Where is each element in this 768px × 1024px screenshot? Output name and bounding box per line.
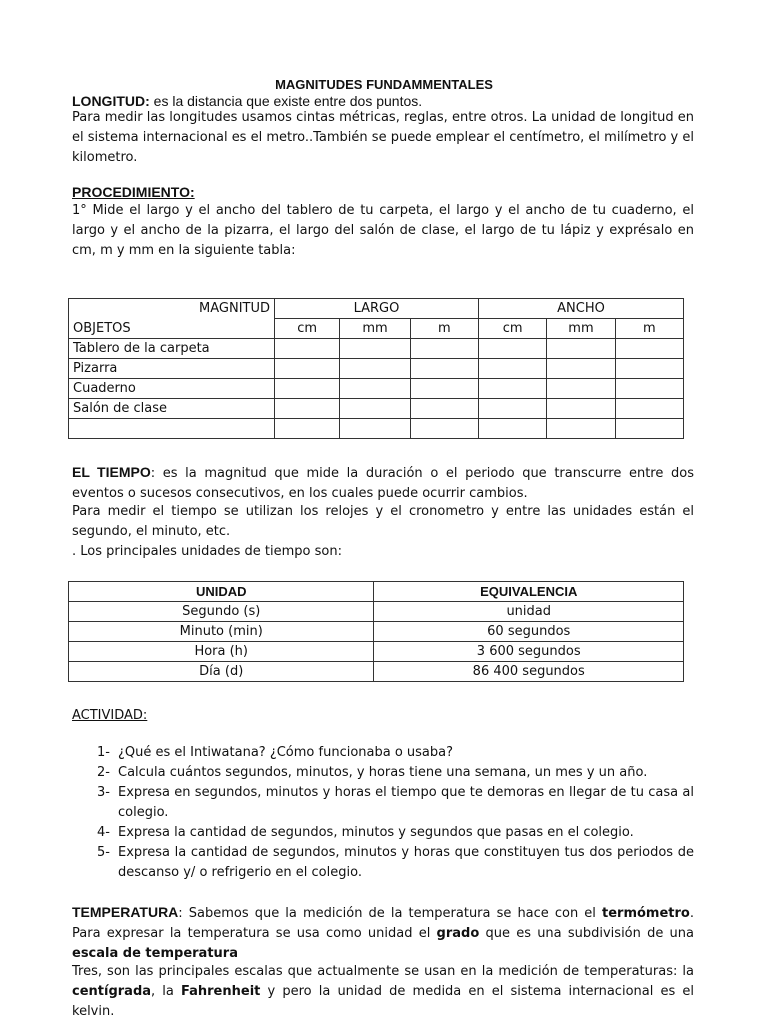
blank-cell bbox=[275, 399, 340, 419]
termometro-term: termómetro bbox=[602, 906, 690, 921]
object-cell: Tablero de la carpeta bbox=[69, 339, 275, 359]
blank-cell bbox=[275, 339, 340, 359]
equivalence-cell: 60 segundos bbox=[374, 622, 684, 642]
objetos-header: OBJETOS bbox=[69, 319, 275, 339]
centigrada-term: centígrada bbox=[72, 984, 152, 999]
magnitud-header: MAGNITUD bbox=[69, 299, 275, 319]
longitud-definition-text: es la distancia que existe entre dos puntos. bbox=[149, 93, 423, 109]
temperatura-label: TEMPERATURA bbox=[72, 904, 179, 920]
list-item-number: 2- bbox=[97, 765, 110, 780]
blank-cell bbox=[478, 419, 546, 439]
table-row bbox=[69, 339, 684, 359]
blank-cell bbox=[275, 359, 340, 379]
escalas-text: , la bbox=[151, 984, 181, 999]
blank-cell bbox=[275, 419, 340, 439]
blank-cell bbox=[615, 379, 683, 399]
tiempo-definition-text: : es la magnitud que mide la duración o el periodo que transcurre entre dos eventos o sucesos consecutivos, en los cuales puede ocurrir cambios. bbox=[72, 466, 694, 501]
unit-cell: m bbox=[410, 319, 478, 339]
blank-cell bbox=[410, 419, 478, 439]
table-row bbox=[69, 359, 684, 379]
escalas-paragraph bbox=[72, 962, 694, 1022]
equivalence-cell: unidad bbox=[374, 602, 684, 622]
equivalence-cell: 3 600 segundos bbox=[374, 642, 684, 662]
actividad-list bbox=[72, 743, 694, 883]
object-cell: Cuaderno bbox=[69, 379, 275, 399]
equivalence-cell: 86 400 segundos bbox=[374, 662, 684, 682]
temperatura-paragraph bbox=[72, 902, 694, 964]
tiempo-label: EL TIEMPO bbox=[72, 464, 151, 480]
object-cell bbox=[69, 419, 275, 439]
blank-cell bbox=[340, 359, 410, 379]
largo-header: LARGO bbox=[275, 299, 479, 319]
unit-cell: mm bbox=[547, 319, 615, 339]
escalas-text: y pero la unidad de medida en el sistema internacional es el kelvin. bbox=[72, 984, 694, 1019]
list-item-number: 3- bbox=[97, 785, 110, 800]
ancho-header: ANCHO bbox=[478, 299, 683, 319]
blank-cell bbox=[410, 339, 478, 359]
blank-cell bbox=[410, 399, 478, 419]
time-units-table bbox=[68, 581, 684, 682]
blank-cell bbox=[478, 399, 546, 419]
blank-cell bbox=[478, 379, 546, 399]
escala-term: escala de temperatura bbox=[72, 946, 238, 961]
unit-cell: m bbox=[615, 319, 683, 339]
table-row bbox=[69, 399, 684, 419]
blank-cell bbox=[478, 359, 546, 379]
blank-cell bbox=[340, 379, 410, 399]
blank-cell bbox=[410, 359, 478, 379]
temperatura-text: que es una subdivisión de una bbox=[479, 926, 694, 941]
equivalencia-header: EQUIVALENCIA bbox=[374, 582, 684, 602]
list-item-text: Expresa la cantidad de segundos, minutos y segundos que pasas en el colegio. bbox=[118, 825, 634, 840]
grado-term: grado bbox=[436, 926, 480, 941]
unit-cell: cm bbox=[478, 319, 546, 339]
procedimiento-text: 1° Mide el largo y el ancho del tablero de tu carpeta, el largo y el ancho de tu cuaderno, el largo y el ancho de la pizarra, el largo del salón de clase, el largo de tu lápiz y exprésalo en cm, m y mm en la siguiente tabla: bbox=[72, 203, 694, 258]
table-row bbox=[69, 319, 684, 339]
blank-cell bbox=[615, 419, 683, 439]
table-row bbox=[69, 602, 684, 622]
blank-cell bbox=[615, 339, 683, 359]
table-row bbox=[69, 642, 684, 662]
blank-cell bbox=[615, 399, 683, 419]
blank-cell bbox=[340, 339, 410, 359]
unit-cell: Hora (h) bbox=[69, 642, 374, 662]
escalas-text: Tres, son las principales escalas que actualmente se usan en la medición de temperaturas: la bbox=[72, 964, 694, 979]
longitud-label: LONGITUD: bbox=[72, 93, 150, 109]
blank-cell bbox=[547, 379, 615, 399]
temperatura-text: . Para expresar la temperatura se usa como unidad el bbox=[72, 906, 694, 941]
measurement-table bbox=[68, 298, 684, 439]
blank-cell bbox=[275, 379, 340, 399]
unit-cell: Minuto (min) bbox=[69, 622, 374, 642]
table-row bbox=[69, 299, 684, 319]
object-cell: Salón de clase bbox=[69, 399, 275, 419]
blank-cell bbox=[340, 399, 410, 419]
unit-cell: Día (d) bbox=[69, 662, 374, 682]
list-item bbox=[72, 783, 694, 823]
table-row bbox=[69, 622, 684, 642]
list-item bbox=[72, 763, 694, 783]
list-item-number: 4- bbox=[97, 825, 110, 840]
fahrenheit-term: Fahrenheit bbox=[181, 984, 261, 999]
unit-cell: mm bbox=[340, 319, 410, 339]
list-item-text: ¿Qué es el Intiwatana? ¿Cómo funcionaba o usaba? bbox=[118, 745, 454, 760]
blank-cell bbox=[340, 419, 410, 439]
list-item bbox=[72, 823, 694, 843]
unit-cell: cm bbox=[275, 319, 340, 339]
longitud-paragraph: Para medir las longitudes usamos cintas métricas, reglas, entre otros. La unidad de longitud en el sistema internacional es el metro..También se puede emplear el centímetro, el milímetro y el kilometro. bbox=[72, 110, 694, 165]
blank-cell bbox=[478, 339, 546, 359]
blank-cell bbox=[547, 399, 615, 419]
list-item-number: 5- bbox=[97, 845, 110, 860]
blank-cell bbox=[615, 359, 683, 379]
page-title: MAGNITUDES FUNDAMMENTALES bbox=[275, 77, 493, 92]
list-item-text: Expresa en segundos, minutos y horas el tiempo que te demoras en llegar de tu casa al colegio. bbox=[118, 785, 694, 820]
list-item-text: Calcula cuántos segundos, minutos, y horas tiene una semana, un mes y un año. bbox=[118, 765, 648, 780]
tiempo-paragraph: Para medir el tiempo se utilizan los relojes y el cronometro y entre las unidades están el segundo, el minuto, etc. bbox=[72, 504, 694, 539]
table-row bbox=[69, 419, 684, 439]
unit-cell: Segundo (s) bbox=[69, 602, 374, 622]
unidad-header: UNIDAD bbox=[69, 582, 374, 602]
table-row bbox=[69, 662, 684, 682]
table-row bbox=[69, 379, 684, 399]
actividad-heading: ACTIVIDAD: bbox=[72, 708, 148, 723]
list-item-number: 1- bbox=[97, 745, 110, 760]
temperatura-text: : Sabemos que la medición de la temperatura se hace con el bbox=[178, 906, 603, 921]
procedimiento-label: PROCEDIMIENTO: bbox=[72, 184, 195, 200]
list-item bbox=[72, 843, 694, 883]
blank-cell bbox=[547, 419, 615, 439]
blank-cell bbox=[547, 359, 615, 379]
list-item bbox=[72, 743, 694, 763]
tiempo-intro: . Los principales unidades de tiempo son: bbox=[72, 544, 342, 559]
object-cell: Pizarra bbox=[69, 359, 275, 379]
blank-cell bbox=[410, 379, 478, 399]
table-row bbox=[69, 582, 684, 602]
blank-cell bbox=[547, 339, 615, 359]
list-item-text: Expresa la cantidad de segundos, minutos y horas que constituyen tus dos periodos de descanso y/ o refrigerio en el colegio. bbox=[118, 845, 694, 880]
tiempo-definition bbox=[72, 462, 694, 504]
